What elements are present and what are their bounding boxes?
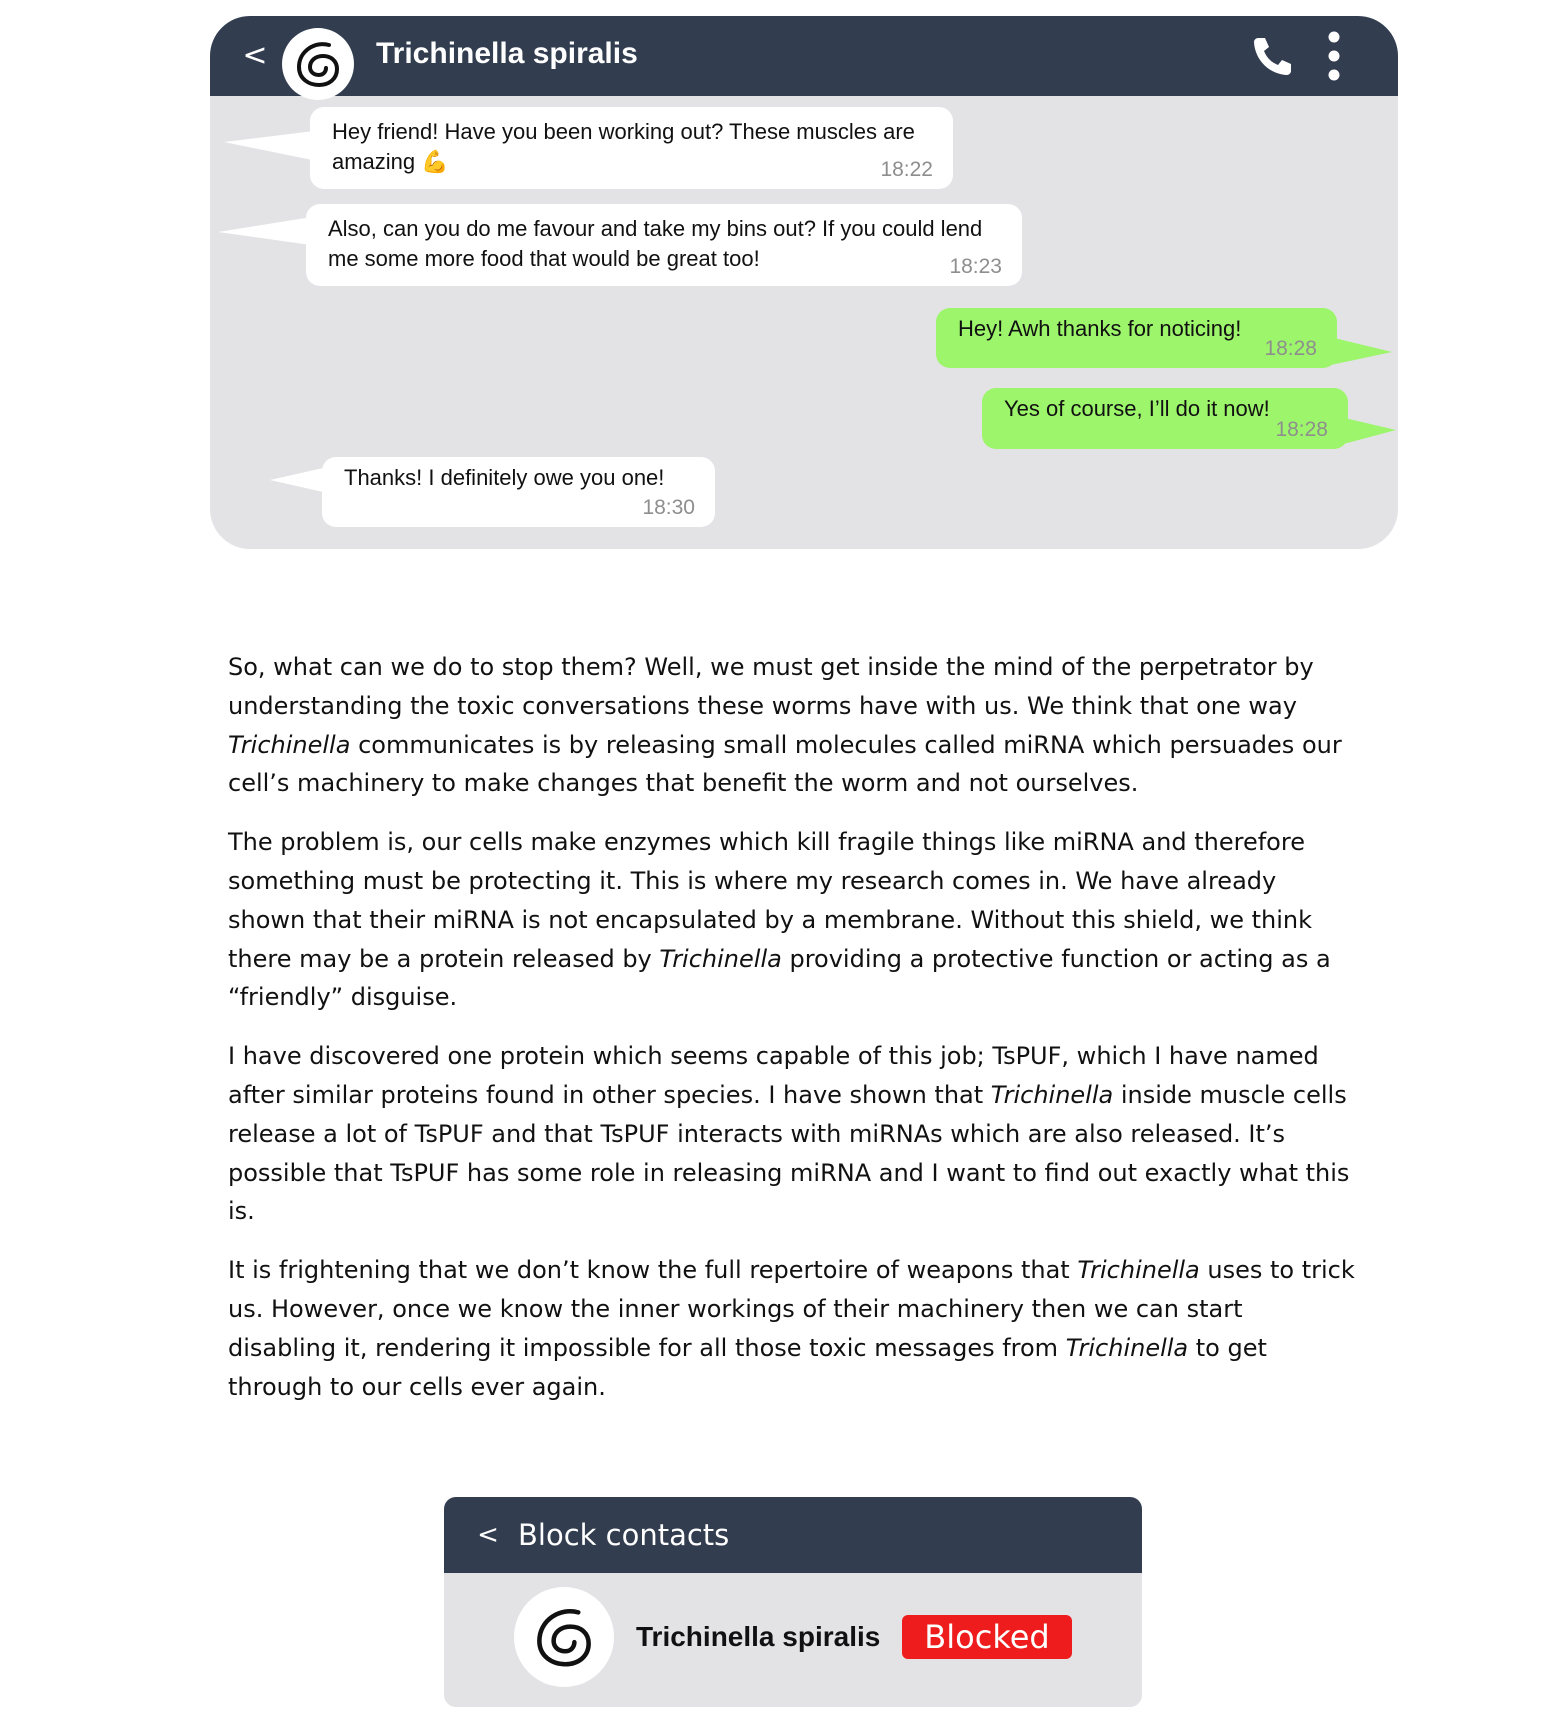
block-contacts-card xyxy=(444,1497,1142,1707)
message-time: 18:23 xyxy=(949,255,1002,278)
message-bubble-incoming[interactable] xyxy=(306,204,1022,286)
paragraph: It is frightening that we don’t know the full repertoire of weapons that Trichinella uses to trick us. However, once we know the inner workings of their machinery then we can start disabling it, rendering it impossible for all those toxic messages from Trichinella to get through to our cells ever again. xyxy=(228,1256,1355,1401)
message-time: 18:28 xyxy=(1275,418,1328,441)
message-time: 18:28 xyxy=(1264,337,1317,360)
contact-avatar[interactable] xyxy=(282,28,354,100)
message-bubble-incoming[interactable] xyxy=(310,107,953,189)
block-contacts-title: Block contacts xyxy=(518,1518,730,1552)
message-bubble-incoming[interactable] xyxy=(322,457,715,527)
spiral-worm-icon xyxy=(529,1602,599,1672)
message-text: Also, can you do me favour and take my bins out? If you could lend xyxy=(328,216,983,241)
blocked-status-badge[interactable]: Blocked xyxy=(902,1615,1072,1659)
paragraph: I have discovered one protein which seems capable of this job; TsPUF, which I have named after similar proteins found in other species. I have shown that Trichinella inside muscle cells release a lot of TsPUF and that TsPUF interacts with miRNAs which are also released. It’s possible that TsPUF has some role in releasing miRNA and I want to find out exactly what this is. xyxy=(228,1042,1350,1226)
article-body xyxy=(228,648,1358,1426)
contact-name: Trichinella spiralis xyxy=(376,37,638,70)
message-time: 18:22 xyxy=(880,158,933,181)
message-text: amazing 💪 xyxy=(332,149,449,174)
message-time: 18:30 xyxy=(642,496,695,519)
message-text: Hey! Awh thanks for noticing! xyxy=(958,316,1242,341)
chat-header xyxy=(210,16,1398,96)
back-button[interactable]: < xyxy=(477,1520,499,1550)
contact-avatar xyxy=(514,1587,614,1687)
spiral-worm-icon xyxy=(291,37,345,91)
chat-window xyxy=(210,16,1398,549)
back-button[interactable]: < xyxy=(242,38,268,73)
phone-icon[interactable] xyxy=(1248,32,1296,80)
bubble-tail xyxy=(218,212,318,248)
message-text: Thanks! I definitely owe you one! xyxy=(344,465,665,490)
message-bubble-outgoing[interactable] xyxy=(982,388,1348,449)
vertical-dots-icon[interactable] xyxy=(1316,28,1352,84)
message-text: Yes of course, I’ll do it now! xyxy=(1004,396,1270,421)
message-bubble-outgoing[interactable] xyxy=(936,308,1337,368)
bubble-tail xyxy=(224,128,322,164)
block-contacts-header xyxy=(444,1497,1142,1573)
paragraph: The problem is, our cells make enzymes which kill fragile things like miRNA and therefore something must be protecting it. This is where my research comes in. We have already shown that their miRNA is not encapsulated by a membrane. Without this shield, we think there may be a protein released by Trichinella providing a protective function or acting as a “friendly” disguise. xyxy=(228,828,1331,1012)
message-text: Hey friend! Have you been working out? These muscles are xyxy=(332,119,915,144)
blocked-contact-name: Trichinella spiralis xyxy=(636,1621,881,1652)
paragraph: So, what can we do to stop them? Well, we must get inside the mind of the perpetrator by understanding the toxic conversations these worms have with us. We think that one way Trichinella communicates is by releasing small molecules called miRNA which persuades our cell’s machinery to make changes that benefit the worm and not ourselves. xyxy=(228,653,1342,798)
message-text: me some more food that would be great too! xyxy=(328,246,760,271)
